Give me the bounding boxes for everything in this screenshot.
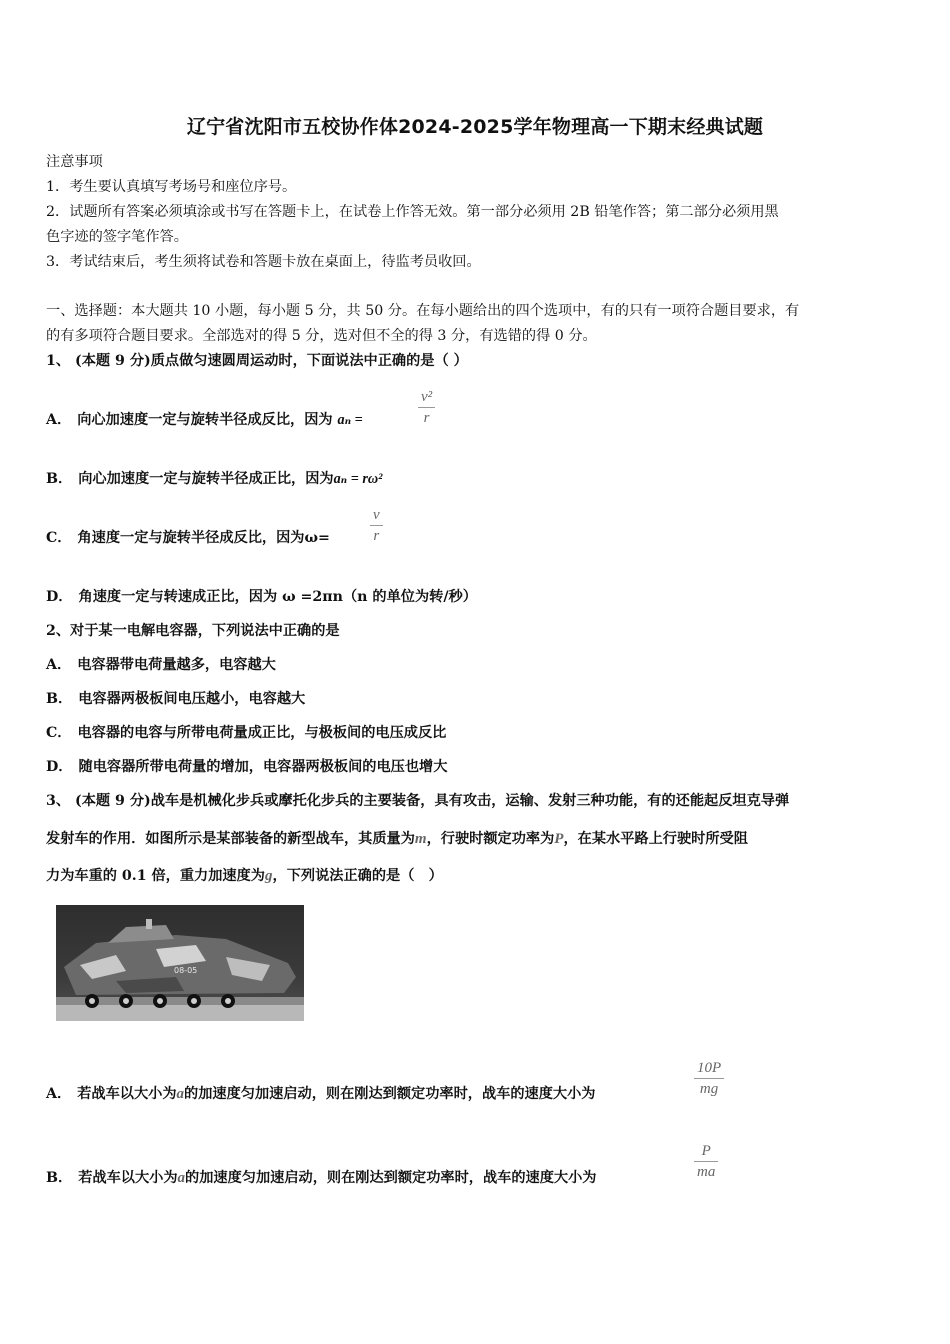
q3-stem-line-2c: ，在某水平路上行驶时所受阻 [563, 831, 748, 847]
q1-option-b-formula: aₙ = rω² [333, 471, 383, 487]
q3-option-a-fraction [694, 1059, 724, 1098]
notice-item-2: 2．试题所有答案必须填涂或书写在答题卡上，在试卷上作答无效。第一部分必须用 2B 铅笔作答；第二部分必须用黑 [46, 204, 779, 220]
q3-option-a-label: A． [46, 1086, 72, 1102]
q1-option-b-text: 向心加速度一定与旋转半径成正比，因为 [78, 471, 334, 487]
q3-symbol-m: m [414, 831, 427, 847]
q2-option-a [46, 655, 276, 675]
section-intro-line-2: 的有多项符合题目要求。全部选对的得 5 分，选对但不全的得 3 分，有选错的得 0 分。 [46, 328, 597, 344]
q3-stem-line-2b: ，行驶时额定功率为 [426, 831, 555, 847]
q3-option-b-label: B． [46, 1170, 73, 1186]
q1-option-d [46, 587, 477, 607]
q3-option-b-numerator: P [701, 1143, 711, 1159]
q1-option-c-numerator: v [373, 507, 380, 523]
q3-symbol-p: P [554, 831, 564, 847]
q2-option-b-text: 电容器两极板间电压越小，电容越大 [78, 691, 306, 707]
q3-stem-line-2a: 发射车的作用．如图所示是某部装备的新型战车，其质量为 [46, 831, 415, 847]
q3-option-a-denominator: mg [699, 1081, 719, 1097]
q1-option-c [46, 528, 330, 548]
q1-option-a-denominator: r [423, 410, 430, 426]
q1-option-a-numerator: v² [421, 389, 433, 405]
q1-option-a-formula-lhs: aₙ = [337, 412, 363, 428]
q2-option-b-label: B． [46, 691, 73, 707]
q2-option-c-label: C． [46, 725, 72, 741]
q1-option-c-text: 角速度一定与旋转半径成反比，因为ω= [77, 530, 330, 546]
q1-option-d-label: D． [46, 589, 73, 605]
q1-option-c-fraction [370, 506, 383, 545]
notice-item-3: 3．考试结束后，考生须将试卷和答题卡放在桌面上，待监考员收回。 [46, 254, 481, 270]
q3-option-b-symbol: a [177, 1170, 186, 1186]
q1-option-c-label: C． [46, 530, 72, 546]
tank-number: 08-05 [174, 966, 198, 975]
q3-option-a-numerator: 10P [697, 1060, 722, 1076]
q1-option-b [46, 469, 382, 489]
q1-option-d-text: 角速度一定与转速成正比，因为 ω =2πn（n 的单位为转/秒） [78, 589, 477, 605]
fraction-bar [694, 1161, 718, 1162]
q2-option-d [46, 757, 447, 777]
q3-stem-line-2 [46, 829, 908, 849]
q1-option-b-label: B． [46, 471, 73, 487]
notice-heading: 注意事项 [46, 154, 103, 170]
q3-stem-line-3 [46, 866, 908, 886]
q1-stem: 1、 (本题 9 分)质点做匀速圆周运动时，下面说法中正确的是（ ） [46, 353, 468, 369]
q1-option-a-fraction [418, 388, 435, 427]
q3-option-b-denominator: ma [697, 1164, 716, 1180]
notice-item-1: 1．考生要认真填写考场号和座位序号。 [46, 179, 297, 195]
tank-photo [56, 905, 304, 1021]
q2-option-d-text: 随电容器所带电荷量的增加，电容器两极板间的电压也增大 [78, 759, 448, 775]
q2-option-d-label: D． [46, 759, 73, 775]
q3-option-b-fraction [694, 1142, 718, 1181]
q1-option-a-text: 向心加速度一定与旋转半径成反比，因为 [77, 412, 333, 428]
q3-stem-line-3a: 力为车重的 0.1 倍，重力加速度为 [46, 868, 265, 884]
q3-option-b-text-1: 若战车以大小为 [78, 1170, 178, 1186]
notice-item-2-cont: 色字迹的签字笔作答。 [46, 229, 188, 245]
q1-option-a [46, 410, 363, 430]
q1-option-c-denominator: r [373, 528, 380, 544]
fraction-bar [694, 1078, 724, 1079]
q3-option-a-text-2: 的加速度匀加速启动，则在刚达到额定功率时，战车的速度大小为 [184, 1086, 596, 1102]
q2-option-c [46, 723, 446, 743]
section-intro-line-1: 一、选择题：本大题共 10 小题，每小题 5 分，共 50 分。在每小题给出的四个选项中，有的只有一项符合题目要求，有 [46, 303, 800, 319]
q2-option-a-label: A． [46, 657, 72, 673]
q3-symbol-g: g [265, 868, 273, 884]
q3-option-b-text-2: 的加速度匀加速启动，则在刚达到额定功率时，战车的速度大小为 [185, 1170, 597, 1186]
q3-stem-line-1: 3、 (本题 9 分)战车是机械化步兵或摩托化步兵的主要装备，具有攻击，运输、发射三种功能，有的还能起反坦克导弹 [46, 793, 790, 809]
q3-option-a [46, 1084, 595, 1104]
q2-option-c-text: 电容器的电容与所带电荷量成正比，与极板间的电压成反比 [77, 725, 447, 741]
fraction-bar [370, 525, 383, 526]
page-title: 辽宁省沈阳市五校协作体2024-2025学年物理高一下期末经典试题 [186, 116, 764, 138]
q2-option-b [46, 689, 305, 709]
q3-option-a-symbol: a [176, 1086, 185, 1102]
q1-option-a-label: A． [46, 412, 72, 428]
q3-option-b [46, 1168, 596, 1188]
fraction-bar [418, 407, 435, 408]
q3-stem-line-3b: ，下列说法正确的是（ ） [272, 868, 443, 884]
q3-option-a-text-1: 若战车以大小为 [77, 1086, 177, 1102]
q2-stem: 2、对于某一电解电容器，下列说法中正确的是 [46, 623, 340, 639]
q2-option-a-text: 电容器带电荷量越多，电容越大 [77, 657, 276, 673]
